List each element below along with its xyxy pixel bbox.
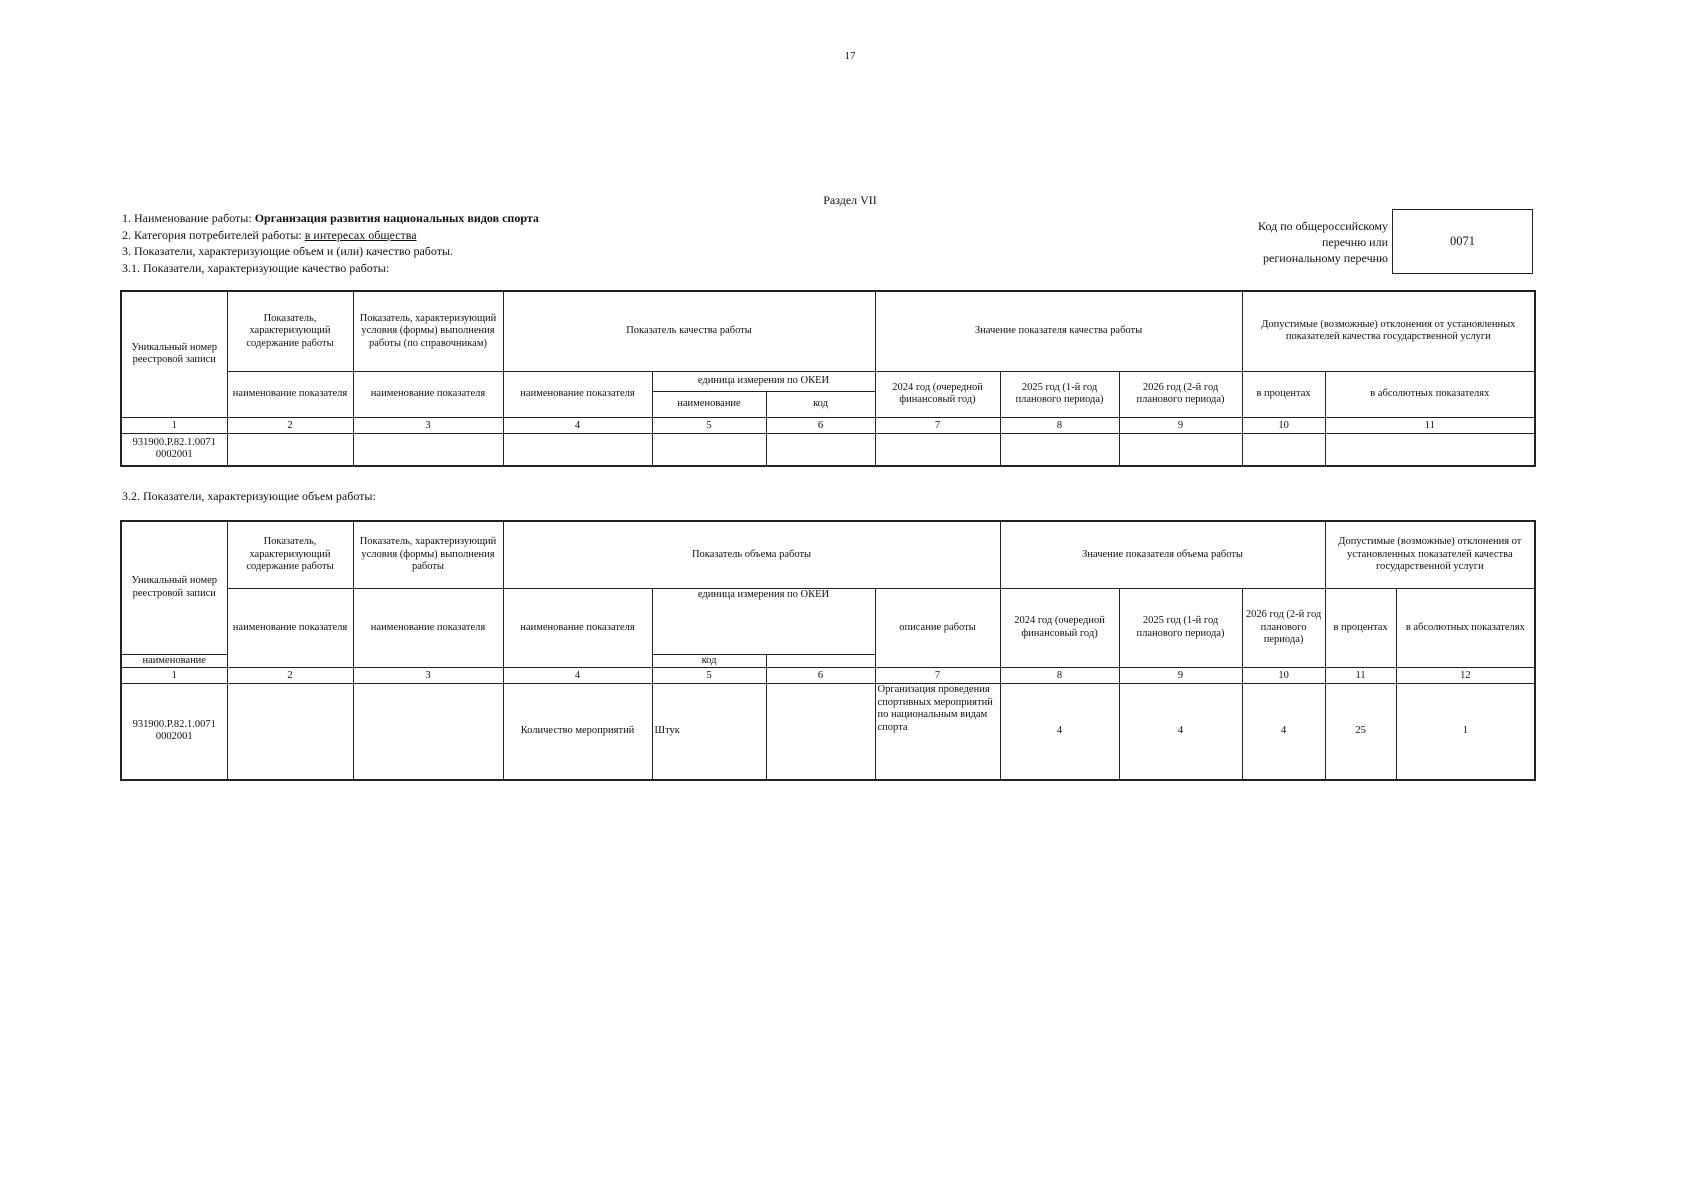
indicators-heading: 3. Показатели, характеризующие объем и (или) качество работы. bbox=[122, 244, 454, 258]
header-percent: в процентах bbox=[1325, 588, 1396, 668]
table-row bbox=[121, 433, 1535, 466]
quality-table bbox=[120, 290, 1536, 467]
deviation-absolute-cell: 1 bbox=[1396, 684, 1535, 780]
work-info-block bbox=[122, 210, 539, 276]
header-indicator-name: наименование показателя bbox=[503, 371, 652, 417]
code-value-box: 0071 bbox=[1392, 209, 1533, 274]
header-absolute: в абсолютных показателях bbox=[1325, 371, 1535, 417]
condition-indicator-cell bbox=[353, 684, 503, 780]
column-number: 1 bbox=[121, 668, 227, 684]
header-indicator-name: наименование показателя bbox=[227, 371, 353, 417]
column-number: 2 bbox=[227, 668, 353, 684]
header-year-2025: 2025 год (1-й год планового периода) bbox=[1000, 371, 1119, 417]
column-number: 4 bbox=[503, 668, 652, 684]
header-okei-code: код bbox=[766, 391, 875, 417]
table-cell bbox=[875, 433, 1000, 466]
header-okei-name: наименование bbox=[652, 391, 766, 417]
header-unique-number: Уникальный номер реестровой записи bbox=[121, 291, 227, 417]
header-year-2026: 2026 год (2-й год планового периода) bbox=[1242, 588, 1325, 668]
column-number: 8 bbox=[1000, 417, 1119, 433]
content-indicator-cell bbox=[227, 684, 353, 780]
header-okei-unit: единица измерения по ОКЕИ bbox=[652, 371, 875, 391]
header-year-2024: 2024 год (очередной финансовый год) bbox=[1000, 588, 1119, 668]
header-okei-unit bbox=[652, 588, 875, 654]
header-year-2026: 2026 год (2-й год планового периода) bbox=[1119, 371, 1242, 417]
header-absolute: в абсолютных показателях bbox=[1396, 588, 1535, 668]
header-indicator-name: наименование показателя bbox=[227, 588, 353, 668]
consumer-category-label: 2. Категория потребителей работы: bbox=[122, 227, 305, 242]
header-content-indicator: Показатель, характеризующий содержание работы bbox=[227, 291, 353, 371]
header-quality-value: Значение показателя качества работы bbox=[875, 291, 1242, 371]
column-number: 3 bbox=[353, 668, 503, 684]
table-row bbox=[121, 684, 1535, 780]
column-number: 5 bbox=[652, 417, 766, 433]
header-work-description: описание работы bbox=[875, 588, 1000, 668]
work-name-line bbox=[122, 210, 539, 227]
column-number: 1 bbox=[121, 417, 227, 433]
column-number: 8 bbox=[1000, 668, 1119, 684]
column-number: 9 bbox=[1119, 668, 1242, 684]
table-cell bbox=[1242, 433, 1325, 466]
value-2026-cell: 4 bbox=[1242, 684, 1325, 780]
column-number: 7 bbox=[875, 417, 1000, 433]
column-number: 11 bbox=[1325, 417, 1535, 433]
value-2024-cell: 4 bbox=[1000, 684, 1119, 780]
table-cell bbox=[1119, 433, 1242, 466]
column-number: 10 bbox=[1242, 417, 1325, 433]
work-name-value: Организация развития национальных видов спорта bbox=[254, 211, 539, 225]
column-number: 11 bbox=[1325, 668, 1396, 684]
table-cell bbox=[1000, 433, 1119, 466]
header-unique-number: Уникальный номер реестровой записи bbox=[121, 521, 227, 654]
header-okei-code: код bbox=[652, 654, 766, 668]
value-2025-cell: 4 bbox=[1119, 684, 1242, 780]
code-label-line: Код по общероссийскому bbox=[1258, 219, 1388, 233]
column-number: 6 bbox=[766, 668, 875, 684]
header-indicator-name: наименование показателя bbox=[353, 588, 503, 668]
header-condition-indicator: Показатель, характеризующий условия (формы) выполнения работы (по справочникам) bbox=[353, 291, 503, 371]
header-indicator-name: наименование показателя bbox=[353, 371, 503, 417]
header-quality-indicator: Показатель качества работы bbox=[503, 291, 875, 371]
table-cell bbox=[227, 433, 353, 466]
unique-number-cell: 931900.Р.82.1.0071 0002001 bbox=[121, 684, 227, 780]
column-number: 9 bbox=[1119, 417, 1242, 433]
header-volume-value: Значение показателя объема работы bbox=[1000, 521, 1325, 588]
deviation-percent-cell: 25 bbox=[1325, 684, 1396, 780]
header-okei-name: наименование bbox=[121, 654, 227, 668]
header-percent: в процентах bbox=[1242, 371, 1325, 417]
column-number: 7 bbox=[875, 668, 1000, 684]
work-name-label: 1. Наименование работы: bbox=[122, 211, 255, 225]
header-volume-indicator: Показатель объема работы bbox=[503, 521, 1000, 588]
table-cell bbox=[1325, 433, 1535, 466]
unit-name-cell: Штук bbox=[652, 684, 766, 780]
header-okei-unit-label: единица измерения по ОКЕИ bbox=[697, 588, 830, 600]
code-label-line: региональному перечню bbox=[1263, 251, 1388, 265]
column-numbers-row bbox=[121, 668, 1535, 684]
column-number: 6 bbox=[766, 417, 875, 433]
section-title: Раздел VII bbox=[823, 193, 877, 207]
unique-number-cell: 931900.Р.82.1.0071 0002001 bbox=[121, 433, 227, 466]
volume-table bbox=[120, 520, 1536, 781]
unit-code-cell bbox=[766, 684, 875, 780]
code-label bbox=[1200, 218, 1388, 266]
column-number: 2 bbox=[227, 417, 353, 433]
header-content-indicator: Показатель, характеризующий содержание работы bbox=[227, 521, 353, 588]
table-cell bbox=[353, 433, 503, 466]
consumer-category-value: в интересах общества bbox=[304, 227, 417, 242]
header-deviations: Допустимые (возможные) отклонения от установленных показателей качества государственной услуги bbox=[1242, 291, 1535, 371]
column-number: 4 bbox=[503, 417, 652, 433]
header-year-2024: 2024 год (очередной финансовый год) bbox=[875, 371, 1000, 417]
code-label-line: перечню или bbox=[1321, 235, 1388, 249]
header-condition-indicator: Показатель, характеризующий условия (формы) выполнения работы bbox=[353, 521, 503, 588]
header-indicator-name: наименование показателя bbox=[503, 588, 652, 668]
column-number: 12 bbox=[1396, 668, 1535, 684]
table-cell bbox=[503, 433, 652, 466]
table-cell bbox=[766, 433, 875, 466]
volume-section-title: 3.2. Показатели, характеризующие объем работы: bbox=[122, 489, 376, 503]
page-number: 17 bbox=[844, 50, 856, 62]
column-number: 3 bbox=[353, 417, 503, 433]
indicator-name-cell: Количество мероприятий bbox=[503, 684, 652, 780]
consumer-category-line bbox=[122, 227, 539, 244]
header-year-2025: 2025 год (1-й год планового периода) bbox=[1119, 588, 1242, 668]
work-description-cell: Организация проведения спортивных мероприятий по национальным видам спорта bbox=[875, 684, 1000, 780]
column-number: 5 bbox=[652, 668, 766, 684]
column-number: 10 bbox=[1242, 668, 1325, 684]
header-deviations: Допустимые (возможные) отклонения от установленных показателей качества государственной услуги bbox=[1325, 521, 1535, 588]
column-numbers-row bbox=[121, 417, 1535, 433]
quality-indicators-heading: 3.1. Показатели, характеризующие качество работы: bbox=[122, 260, 390, 275]
table-cell bbox=[652, 433, 766, 466]
